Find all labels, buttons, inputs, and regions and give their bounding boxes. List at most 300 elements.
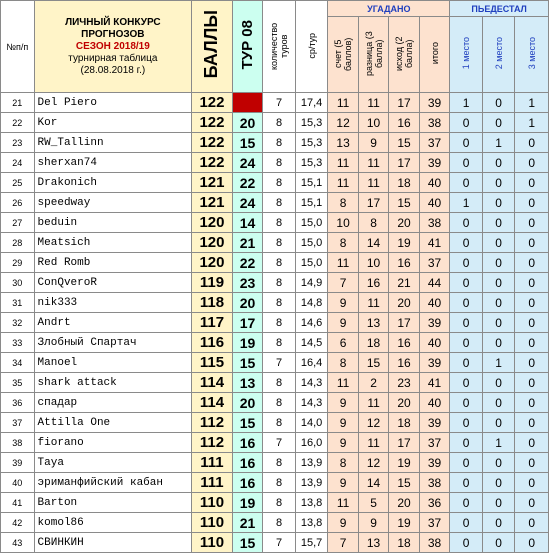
points: 112 xyxy=(192,413,233,433)
place-1: 0 xyxy=(450,213,483,233)
player-name: эриманфийский кабан xyxy=(34,473,192,493)
table-row xyxy=(1,413,549,433)
guess-score: 11 xyxy=(328,173,358,193)
place-1: 0 xyxy=(450,393,483,413)
avg-per-tour: 17,4 xyxy=(295,93,328,113)
avg-per-tour: 13,9 xyxy=(295,453,328,473)
row-number: 31 xyxy=(1,293,35,313)
guess-outcome: 15 xyxy=(389,193,419,213)
header-subtitle-line2: (28.08.2018 г.) xyxy=(80,64,146,76)
row-number: 39 xyxy=(1,453,35,473)
guess-diff: 11 xyxy=(358,153,388,173)
guess-score: 9 xyxy=(328,513,358,533)
player-name: komol86 xyxy=(34,513,192,533)
tours-count: 8 xyxy=(263,473,296,493)
guess-outcome: 19 xyxy=(389,233,419,253)
guess-diff: 2 xyxy=(358,373,388,393)
points: 122 xyxy=(192,113,233,133)
place-1: 0 xyxy=(450,253,483,273)
place-1: 0 xyxy=(450,133,483,153)
place-1: 0 xyxy=(450,513,483,533)
place-2: 0 xyxy=(482,313,515,333)
row-number: 24 xyxy=(1,153,35,173)
guess-diff: 11 xyxy=(358,393,388,413)
tours-count: 8 xyxy=(263,453,296,473)
guess-outcome: 16 xyxy=(389,333,419,353)
avg-per-tour: 15,3 xyxy=(295,153,328,173)
row-number: 22 xyxy=(1,113,35,133)
place-1: 0 xyxy=(450,533,483,553)
guess-outcome: 17 xyxy=(389,313,419,333)
guess-total: 40 xyxy=(419,393,450,413)
guess-outcome: 16 xyxy=(389,253,419,273)
tours-count: 8 xyxy=(263,233,296,253)
guess-score: 11 xyxy=(328,493,358,513)
place-1: 0 xyxy=(450,273,483,293)
points: 122 xyxy=(192,93,233,113)
guess-score: 7 xyxy=(328,273,358,293)
table-row xyxy=(1,393,549,413)
guess-score: 11 xyxy=(328,93,358,113)
header-guess-total: итого xyxy=(419,17,450,93)
avg-per-tour: 16,4 xyxy=(295,353,328,373)
guess-score: 13 xyxy=(328,133,358,153)
player-name: Barton xyxy=(34,493,192,513)
guess-outcome: 23 xyxy=(389,373,419,393)
header-guess-outcome: исход (2 балла) xyxy=(389,17,419,93)
header-guess-score: счет (5 баллов) xyxy=(328,17,358,93)
points: 114 xyxy=(192,373,233,393)
table-row xyxy=(1,473,549,493)
tour-points xyxy=(232,93,262,113)
tours-count: 8 xyxy=(263,313,296,333)
row-number: 33 xyxy=(1,333,35,353)
guess-total: 37 xyxy=(419,433,450,453)
row-number: 23 xyxy=(1,133,35,153)
table-row xyxy=(1,253,549,273)
place-3: 0 xyxy=(515,253,549,273)
table-row xyxy=(1,333,549,353)
place-3: 0 xyxy=(515,393,549,413)
place-1: 0 xyxy=(450,353,483,373)
place-1: 0 xyxy=(450,113,483,133)
place-3: 1 xyxy=(515,113,549,133)
place-2: 0 xyxy=(482,453,515,473)
table-row xyxy=(1,213,549,233)
points: 112 xyxy=(192,433,233,453)
place-3: 0 xyxy=(515,333,549,353)
guess-score: 9 xyxy=(328,413,358,433)
row-number: 43 xyxy=(1,533,35,553)
place-2: 0 xyxy=(482,473,515,493)
guess-total: 44 xyxy=(419,273,450,293)
tour-points: 19 xyxy=(232,333,262,353)
guess-outcome: 19 xyxy=(389,453,419,473)
place-3: 0 xyxy=(515,293,549,313)
guess-score: 7 xyxy=(328,533,358,553)
table-row xyxy=(1,313,549,333)
row-number: 34 xyxy=(1,353,35,373)
points: 121 xyxy=(192,193,233,213)
guess-total: 38 xyxy=(419,473,450,493)
avg-per-tour: 14,0 xyxy=(295,413,328,433)
player-name: СВИНКИН xyxy=(34,533,192,553)
place-2: 0 xyxy=(482,493,515,513)
tours-count: 8 xyxy=(263,373,296,393)
tours-count: 8 xyxy=(263,253,296,273)
guess-diff: 16 xyxy=(358,273,388,293)
guess-score: 8 xyxy=(328,193,358,213)
place-1: 0 xyxy=(450,433,483,453)
guess-total: 39 xyxy=(419,153,450,173)
player-name: Taya xyxy=(34,453,192,473)
row-number: 25 xyxy=(1,173,35,193)
guess-outcome: 17 xyxy=(389,93,419,113)
guess-outcome: 20 xyxy=(389,393,419,413)
tour-points: 23 xyxy=(232,273,262,293)
avg-per-tour: 13,8 xyxy=(295,493,328,513)
place-1: 0 xyxy=(450,333,483,353)
header-subtitle-line1: турнирная таблица xyxy=(68,52,158,64)
row-number: 40 xyxy=(1,473,35,493)
guess-outcome: 17 xyxy=(389,153,419,173)
row-number: 30 xyxy=(1,273,35,293)
header-title-line1: ЛИЧНЫЙ КОНКУРС xyxy=(65,16,161,28)
tours-count: 7 xyxy=(263,433,296,453)
tours-count: 8 xyxy=(263,333,296,353)
tour-points: 16 xyxy=(232,433,262,453)
avg-per-tour: 15,1 xyxy=(295,193,328,213)
tours-count: 8 xyxy=(263,193,296,213)
player-name: ConQveroR xyxy=(34,273,192,293)
tour-points: 24 xyxy=(232,153,262,173)
place-2: 0 xyxy=(482,153,515,173)
tours-count: 7 xyxy=(263,533,296,553)
tour-points: 15 xyxy=(232,353,262,373)
place-3: 0 xyxy=(515,233,549,253)
guess-total: 41 xyxy=(419,233,450,253)
header-tours-count: количество туров xyxy=(263,1,296,93)
place-3: 0 xyxy=(515,273,549,293)
place-1: 0 xyxy=(450,153,483,173)
tour-points: 15 xyxy=(232,533,262,553)
guess-score: 6 xyxy=(328,333,358,353)
place-2: 0 xyxy=(482,373,515,393)
tours-count: 8 xyxy=(263,513,296,533)
place-3: 0 xyxy=(515,213,549,233)
table-row xyxy=(1,153,549,173)
player-name: Drakonich xyxy=(34,173,192,193)
points: 110 xyxy=(192,513,233,533)
tours-count: 8 xyxy=(263,113,296,133)
place-2: 0 xyxy=(482,193,515,213)
points: 114 xyxy=(192,393,233,413)
table-row xyxy=(1,453,549,473)
place-2: 1 xyxy=(482,133,515,153)
header-title-line2: ПРОГНОЗОВ xyxy=(81,28,145,40)
place-2: 0 xyxy=(482,333,515,353)
tour-points: 24 xyxy=(232,193,262,213)
place-1: 0 xyxy=(450,473,483,493)
header-number: №п/п xyxy=(1,1,35,93)
player-name: Red Romb xyxy=(34,253,192,273)
place-3: 0 xyxy=(515,413,549,433)
guess-diff: 17 xyxy=(358,193,388,213)
guess-diff: 14 xyxy=(358,233,388,253)
place-3: 0 xyxy=(515,513,549,533)
header-points: БАЛЛЫ xyxy=(192,1,233,93)
place-3: 0 xyxy=(515,133,549,153)
row-number: 36 xyxy=(1,393,35,413)
guess-total: 38 xyxy=(419,113,450,133)
guess-diff: 8 xyxy=(358,213,388,233)
avg-per-tour: 14,9 xyxy=(295,273,328,293)
player-name: RW_Tallinn xyxy=(34,133,192,153)
tour-points: 17 xyxy=(232,313,262,333)
points: 120 xyxy=(192,213,233,233)
guess-outcome: 20 xyxy=(389,293,419,313)
table-row xyxy=(1,173,549,193)
header-avg: ср/тур xyxy=(295,1,328,93)
points: 120 xyxy=(192,233,233,253)
tour-points: 22 xyxy=(232,253,262,273)
guess-diff: 14 xyxy=(358,473,388,493)
avg-per-tour: 15,0 xyxy=(295,253,328,273)
tour-points: 15 xyxy=(232,413,262,433)
header-place-2: 2 место xyxy=(482,17,515,93)
place-1: 0 xyxy=(450,293,483,313)
guess-score: 8 xyxy=(328,453,358,473)
points: 119 xyxy=(192,273,233,293)
table-row xyxy=(1,373,549,393)
avg-per-tour: 15,0 xyxy=(295,233,328,253)
player-name: спадар xyxy=(34,393,192,413)
guess-diff: 10 xyxy=(358,113,388,133)
guess-score: 11 xyxy=(328,253,358,273)
guess-diff: 11 xyxy=(358,173,388,193)
player-name: Del Piero xyxy=(34,93,192,113)
header-pedestal: ПЬЕДЕСТАЛ xyxy=(450,1,549,17)
guess-score: 8 xyxy=(328,233,358,253)
place-3: 0 xyxy=(515,313,549,333)
guess-total: 39 xyxy=(419,353,450,373)
guess-score: 8 xyxy=(328,353,358,373)
guess-total: 37 xyxy=(419,253,450,273)
guess-outcome: 15 xyxy=(389,473,419,493)
place-3: 1 xyxy=(515,93,549,113)
place-2: 0 xyxy=(482,253,515,273)
guess-score: 9 xyxy=(328,393,358,413)
guess-total: 40 xyxy=(419,173,450,193)
table-row xyxy=(1,273,549,293)
place-2: 0 xyxy=(482,293,515,313)
place-2: 0 xyxy=(482,233,515,253)
place-2: 0 xyxy=(482,173,515,193)
tour-points: 22 xyxy=(232,173,262,193)
place-1: 0 xyxy=(450,313,483,333)
player-name: nik333 xyxy=(34,293,192,313)
table-row xyxy=(1,513,549,533)
row-number: 42 xyxy=(1,513,35,533)
guess-outcome: 18 xyxy=(389,413,419,433)
guess-outcome: 18 xyxy=(389,173,419,193)
tours-count: 8 xyxy=(263,493,296,513)
place-1: 1 xyxy=(450,93,483,113)
guess-diff: 12 xyxy=(358,413,388,433)
player-name: beduin xyxy=(34,213,192,233)
row-number: 21 xyxy=(1,93,35,113)
place-3: 0 xyxy=(515,373,549,393)
place-1: 1 xyxy=(450,193,483,213)
guess-outcome: 19 xyxy=(389,513,419,533)
points: 115 xyxy=(192,353,233,373)
points: 111 xyxy=(192,453,233,473)
table-row xyxy=(1,353,549,373)
avg-per-tour: 15,1 xyxy=(295,173,328,193)
row-number: 35 xyxy=(1,373,35,393)
header-season: СЕЗОН 2018/19 xyxy=(75,40,150,52)
table-row xyxy=(1,433,549,453)
row-number: 38 xyxy=(1,433,35,453)
guess-diff: 18 xyxy=(358,333,388,353)
points: 122 xyxy=(192,153,233,173)
place-1: 0 xyxy=(450,173,483,193)
place-1: 0 xyxy=(450,453,483,473)
avg-per-tour: 14,3 xyxy=(295,373,328,393)
row-number: 27 xyxy=(1,213,35,233)
points: 120 xyxy=(192,253,233,273)
guess-diff: 11 xyxy=(358,433,388,453)
tours-count: 7 xyxy=(263,353,296,373)
points: 111 xyxy=(192,473,233,493)
avg-per-tour: 14,5 xyxy=(295,333,328,353)
player-name: Злобный Спартач xyxy=(34,333,192,353)
guess-outcome: 21 xyxy=(389,273,419,293)
place-3: 0 xyxy=(515,353,549,373)
guess-total: 39 xyxy=(419,313,450,333)
guess-diff: 13 xyxy=(358,313,388,333)
table-row xyxy=(1,233,549,253)
guess-total: 40 xyxy=(419,193,450,213)
place-1: 0 xyxy=(450,413,483,433)
table-row xyxy=(1,93,549,113)
place-3: 0 xyxy=(515,533,549,553)
place-3: 0 xyxy=(515,433,549,453)
points: 122 xyxy=(192,133,233,153)
place-3: 0 xyxy=(515,173,549,193)
avg-per-tour: 16,0 xyxy=(295,433,328,453)
table-row xyxy=(1,293,549,313)
header-place-3: 3 место xyxy=(515,17,549,93)
guess-diff: 10 xyxy=(358,253,388,273)
guess-diff: 11 xyxy=(358,293,388,313)
guess-diff: 9 xyxy=(358,513,388,533)
avg-per-tour: 14,8 xyxy=(295,293,328,313)
avg-per-tour: 15,0 xyxy=(295,213,328,233)
tour-points: 20 xyxy=(232,293,262,313)
avg-per-tour: 13,8 xyxy=(295,513,328,533)
place-3: 0 xyxy=(515,193,549,213)
place-3: 0 xyxy=(515,153,549,173)
place-2: 1 xyxy=(482,433,515,453)
row-number: 29 xyxy=(1,253,35,273)
place-2: 1 xyxy=(482,353,515,373)
guess-outcome: 17 xyxy=(389,433,419,453)
player-name: Attilla One xyxy=(34,413,192,433)
guess-total: 41 xyxy=(419,373,450,393)
player-name: Kor xyxy=(34,113,192,133)
guess-diff: 12 xyxy=(358,453,388,473)
header-title-block xyxy=(34,1,192,93)
header-guess-diff: разница (3 балла) xyxy=(358,17,388,93)
player-name: Meatsich xyxy=(34,233,192,253)
tours-count: 8 xyxy=(263,173,296,193)
tours-count: 8 xyxy=(263,213,296,233)
tours-count: 8 xyxy=(263,153,296,173)
guess-score: 11 xyxy=(328,373,358,393)
guess-total: 38 xyxy=(419,213,450,233)
guess-diff: 15 xyxy=(358,353,388,373)
player-name: fiorano xyxy=(34,433,192,453)
guess-score: 9 xyxy=(328,313,358,333)
place-3: 0 xyxy=(515,493,549,513)
row-number: 37 xyxy=(1,413,35,433)
guess-total: 39 xyxy=(419,413,450,433)
tour-points: 16 xyxy=(232,473,262,493)
place-2: 0 xyxy=(482,93,515,113)
guess-outcome: 16 xyxy=(389,353,419,373)
place-2: 0 xyxy=(482,113,515,133)
row-number: 28 xyxy=(1,233,35,253)
place-2: 0 xyxy=(482,273,515,293)
place-2: 0 xyxy=(482,413,515,433)
guess-total: 39 xyxy=(419,93,450,113)
place-1: 0 xyxy=(450,493,483,513)
guess-outcome: 16 xyxy=(389,113,419,133)
points: 110 xyxy=(192,533,233,553)
guess-total: 36 xyxy=(419,493,450,513)
tour-points: 13 xyxy=(232,373,262,393)
row-number: 26 xyxy=(1,193,35,213)
tours-count: 8 xyxy=(263,393,296,413)
place-2: 0 xyxy=(482,213,515,233)
place-3: 0 xyxy=(515,453,549,473)
header-tour: ТУР 08 xyxy=(232,1,262,93)
avg-per-tour: 14,3 xyxy=(295,393,328,413)
guess-total: 40 xyxy=(419,293,450,313)
guess-score: 11 xyxy=(328,153,358,173)
row-number: 32 xyxy=(1,313,35,333)
guess-diff: 5 xyxy=(358,493,388,513)
avg-per-tour: 15,3 xyxy=(295,113,328,133)
avg-per-tour: 13,9 xyxy=(295,473,328,493)
player-name: sherxan74 xyxy=(34,153,192,173)
place-3: 0 xyxy=(515,473,549,493)
points: 116 xyxy=(192,333,233,353)
avg-per-tour: 15,7 xyxy=(295,533,328,553)
guess-score: 9 xyxy=(328,473,358,493)
guess-outcome: 18 xyxy=(389,533,419,553)
row-number: 41 xyxy=(1,493,35,513)
tour-points: 21 xyxy=(232,233,262,253)
table-row xyxy=(1,133,549,153)
tours-count: 8 xyxy=(263,413,296,433)
tours-count: 8 xyxy=(263,293,296,313)
player-name: speedway xyxy=(34,193,192,213)
avg-per-tour: 15,3 xyxy=(295,133,328,153)
tour-points: 20 xyxy=(232,113,262,133)
guess-diff: 13 xyxy=(358,533,388,553)
